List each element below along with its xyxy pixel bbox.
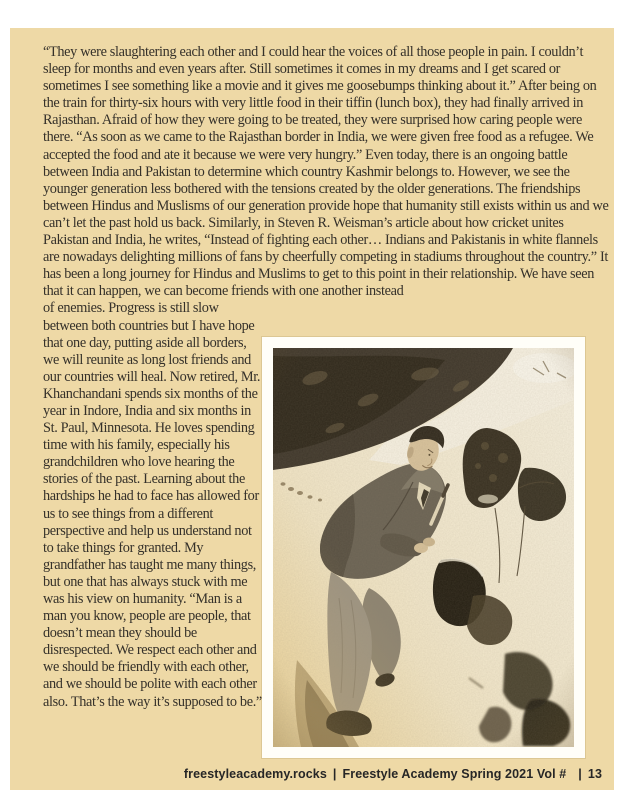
footer-page-number: 13 <box>587 767 602 781</box>
snow-climb-photo <box>273 348 574 747</box>
footer-divider: | <box>332 767 337 781</box>
footer-divider: | <box>578 767 582 781</box>
article-paragraph-upper: “They were slaughtering each other and I could hear the voices of all those people in pain. I couldn’t sleep for months and even years after. Still sometimes it comes in my dreams and I get scared or sometimes I see something like a movie and it gives me goosebumps thinking about it.” After being on the train for thirty-six hours with very little food in their tiffin (lunch box), they had finally arrived in Rajasthan. Afraid of how they were going to be treated, they were surprised how caring people were there. “As soon as we came to the Rajasthan border in India, we were given free food as a refugee. We accepted the food and ate it because we were very hungry.” Even today, there is an ongoing battle between India and Pakistan to determine which country Kashmir belongs to. However, we see the younger generation less bothered with the tensions created by the older generations. The friendships between Hindus and Muslisms of our generation provide hope that humanity still exists within us and we can’t let the past hold us back. Similarly, in Steven R. Weisman’s article about how cricket unites Pakistan and India, he writes, “Instead of fighting each other… Indians and Pakistanis in white flannels are nowadays delighting millions of fans by cheerfully competing in stadiums throughout the country.” It has been a long journey for Hindus and Muslims to get to this point in their relationship. We have seen that it can happen, we can become friends with one another instead <box>43 44 609 300</box>
photo-grain <box>273 348 574 747</box>
footer-site-url: freestyleacademy.rocks <box>183 767 327 781</box>
page-footer <box>184 767 602 781</box>
photo-frame <box>262 337 585 758</box>
article-paragraph-beside-photo: of enemies. Progress is still slow between both countries but I have hope that one day, putting aside all borders, we will reunite as long lost friends and our countries will heal. Now retired, Mr. Khanchandani spends six months of the year in Indore, India and six months in St. Paul, Minnesota. He loves spending time with his family, especially his grandchildren who love hearing the stories of the past. Learning about the hardships he had to face has allowed for us to see things from a different perspective and help us understand not to take things for granted. My grandfather has taught me many things, but one that has always stuck with me was his view on humanity. “Man is a man you know, people are people, that doesn’t mean they should be disrespected. We respect each other and we should be friendly with each other, and we should be polite with each other also. That’s the way it’s supposed to be.” <box>43 300 262 710</box>
page-background <box>10 28 614 790</box>
footer-issue-label: Freestyle Academy Spring 2021 Vol # <box>342 767 567 781</box>
